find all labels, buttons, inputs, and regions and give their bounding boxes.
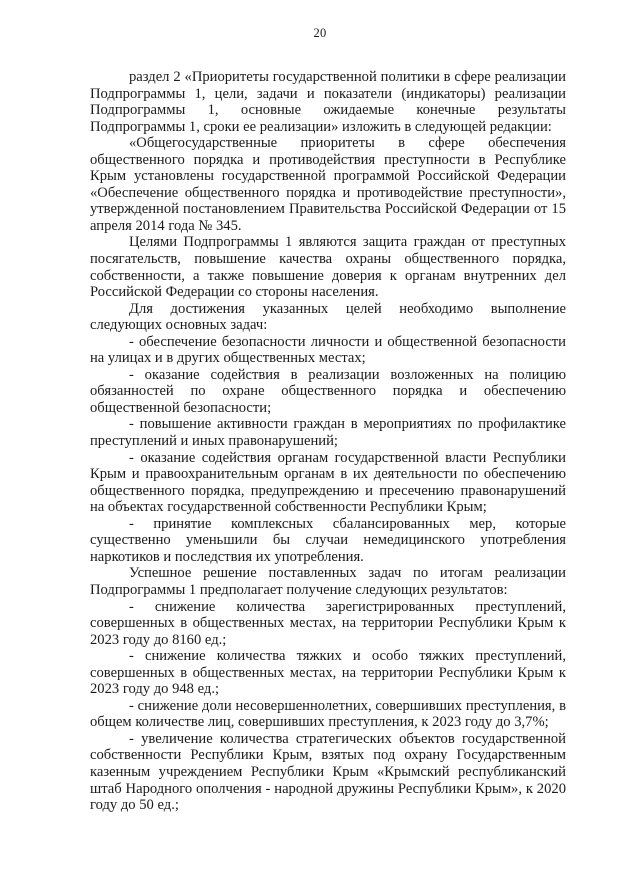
list-item-result-objects: - увеличение количества стратегических объектов государственной собственности Республики Крым, взятых под охрану Государственным казенным учреждением Республики Крым «Крымский республиканский штаб Народного ополчения - народной дружины Республики Крым», к 2020 году до 50 ед.; (90, 730, 566, 814)
list-item-task-citizen-activity: - повышение активности граждан в мероприятиях по профилактике преступлений и иных правонарушений; (90, 416, 566, 450)
paragraph-priorities: «Общегосударственные приоритеты в сфере обеспечения общественного порядка и противодействия преступности в Республике Крым установлены государственной программой Российской Федерации «Обеспечение общественного порядка и противодействие преступности», утвержденной постановлением Правительства Российской Федерации от 15 апреля 2014 года № 345. (90, 135, 566, 234)
paragraph-goals: Целями Подпрограммы 1 являются защита граждан от преступных посягательств, повышение качества охраны общественного порядка, собственности, а также повышение доверия к органам внутренних дел Российской Федерации со стороны населения. (90, 234, 566, 301)
paragraph-tasks-intro: Для достижения указанных целей необходимо выполнение следующих основных задач: (90, 300, 566, 334)
list-item-task-drugs: - принятие комплексных сбалансированных мер, которые существенно уменьшили бы случаи немедицинского употребления наркотиков и последствия их употребления. (90, 515, 566, 565)
list-item-task-safety: - обеспечение безопасности личности и общественной безопасности на улицах и в других общественных местах; (90, 333, 566, 367)
list-item-result-crimes: - снижение количества зарегистрированных преступлений, совершенных в общественных местах, на территории Республики Крым к 2023 году до 8160 ед.; (90, 598, 566, 648)
page-number: 20 (313, 26, 327, 40)
document-body (90, 69, 566, 814)
paragraph-results-intro: Успешное решение поставленных задач по итогам реализации Подпрограммы 1 предполагает получение следующих результатов: (90, 565, 566, 598)
list-item-result-grave-crimes: - снижение количества тяжких и особо тяжких преступлений, совершенных в общественных местах, на территории Республики Крым к 2023 году до 948 ед.; (90, 648, 566, 698)
list-item-task-authorities-support: - оказание содействия органам государственной власти Республики Крым и правоохранительным органам в их деятельности по обеспечению общественного порядка, предупреждению и пресечению правонарушений на объектах государственной собственности Республики Крым; (90, 449, 566, 516)
list-item-task-police-support: - оказание содействия в реализации возложенных на полицию обязанностей по охране общественного порядка и обеспечению общественной безопасности; (90, 366, 566, 416)
list-item-result-minors: - снижение доли несовершеннолетних, совершивших преступления, в общем количестве лиц, совершивших преступления, к 2023 году до 3,7%; (90, 697, 566, 731)
paragraph-section-intro: раздел 2 «Приоритеты государственной политики в сфере реализации Подпрограммы 1, цели, задачи и показатели (индикаторы) реализации Подпрограммы 1, основные ожидаемые конечные результаты Подпрограммы 1, сроки ее реализации» изложить в следующей редакции: (90, 69, 566, 135)
